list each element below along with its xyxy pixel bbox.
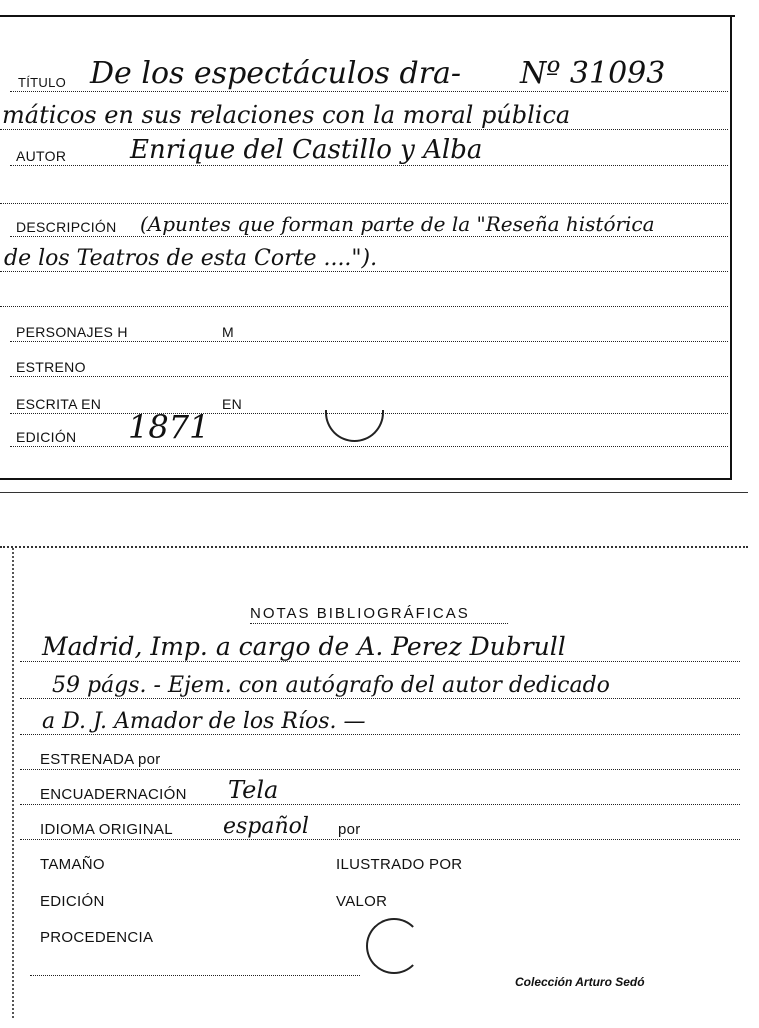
encuadernacion-row	[20, 773, 740, 805]
personajes-h-label: PERSONAJES H	[16, 324, 128, 340]
descripcion-line2: de los Teatros de esta Corte ....").	[4, 246, 378, 271]
autor-row	[10, 134, 728, 166]
notas-title: NOTAS BIBLIOGRÁFICAS	[250, 605, 470, 622]
idioma-row	[20, 808, 740, 840]
back-card-top-border	[0, 546, 748, 548]
descripcion-label: DESCRIPCIÓN	[16, 219, 117, 235]
estreno-label: ESTRENO	[16, 359, 86, 375]
back-card-left-border	[12, 548, 14, 1018]
idioma-label: IDIOMA ORIGINAL	[40, 821, 173, 838]
notas-line3: a D. J. Amador de los Ríos. —	[42, 709, 366, 734]
catalog-card-front	[0, 0, 759, 495]
en-label: EN	[222, 396, 243, 412]
autor-value: Enrique del Castillo y Alba	[130, 135, 483, 165]
estrenada-row	[20, 738, 740, 770]
titulo-continuation-row	[0, 98, 728, 130]
card-right-border	[730, 15, 732, 480]
notas-row-1	[20, 630, 740, 662]
tamano-label: TAMAÑO	[40, 856, 105, 873]
notas-row-3	[20, 703, 740, 735]
procedencia-label: PROCEDENCIA	[40, 929, 154, 946]
notas-row-2	[20, 667, 740, 699]
card-cut-line	[0, 492, 748, 493]
blank-row-1	[0, 172, 728, 204]
notas-line2: 59 págs. - Ejem. con autógrafo del autor dedicado	[52, 673, 610, 698]
personajes-m-label: M	[222, 324, 234, 340]
card-punch-hole	[366, 918, 422, 974]
titulo-label: TÍTULO	[18, 75, 67, 90]
card-top-border	[0, 15, 735, 17]
titulo-line2: máticos en sus relaciones con la moral pública	[2, 101, 571, 129]
edicion-row	[10, 408, 728, 447]
card-bottom-border	[0, 478, 732, 480]
idioma-por-label: por	[338, 821, 361, 838]
descripcion-line1: (Apuntes que forman parte de la "Reseña histórica	[140, 212, 655, 236]
notas-line1: Madrid, Imp. a cargo de A. Perez Dubrull	[42, 632, 566, 661]
titulo-row	[10, 56, 728, 92]
titulo-line1: De los espectáculos dra-	[90, 56, 462, 91]
edicion-label: EDICIÓN	[16, 429, 77, 445]
back-edicion-label: EDICIÓN	[40, 893, 105, 910]
escrita-en-label: ESCRITA EN	[16, 396, 102, 412]
estreno-row	[10, 345, 728, 377]
personajes-row	[10, 310, 728, 342]
edicion-value: 1871	[128, 408, 210, 446]
estrenada-label: ESTRENADA por	[40, 751, 161, 768]
ilustrado-label: ILUSTRADO POR	[336, 856, 463, 873]
descripcion-row	[10, 205, 728, 237]
collection-stamp: Colección Arturo Sedó	[515, 975, 645, 989]
tamano-row	[20, 843, 740, 875]
registro-number: Nº 31093	[520, 56, 666, 91]
encuadernacion-value: Tela	[228, 776, 279, 804]
valor-label: VALOR	[336, 893, 388, 910]
notas-title-rule	[250, 623, 508, 624]
edicion-valor-row	[20, 880, 740, 912]
blank-row-2	[0, 275, 728, 307]
autor-label: AUTOR	[16, 148, 67, 164]
encuadernacion-label: ENCUADERNACIÓN	[40, 786, 187, 803]
bottom-rule	[30, 975, 360, 976]
idioma-value: español	[223, 814, 309, 839]
descripcion-continuation-row	[0, 240, 728, 272]
